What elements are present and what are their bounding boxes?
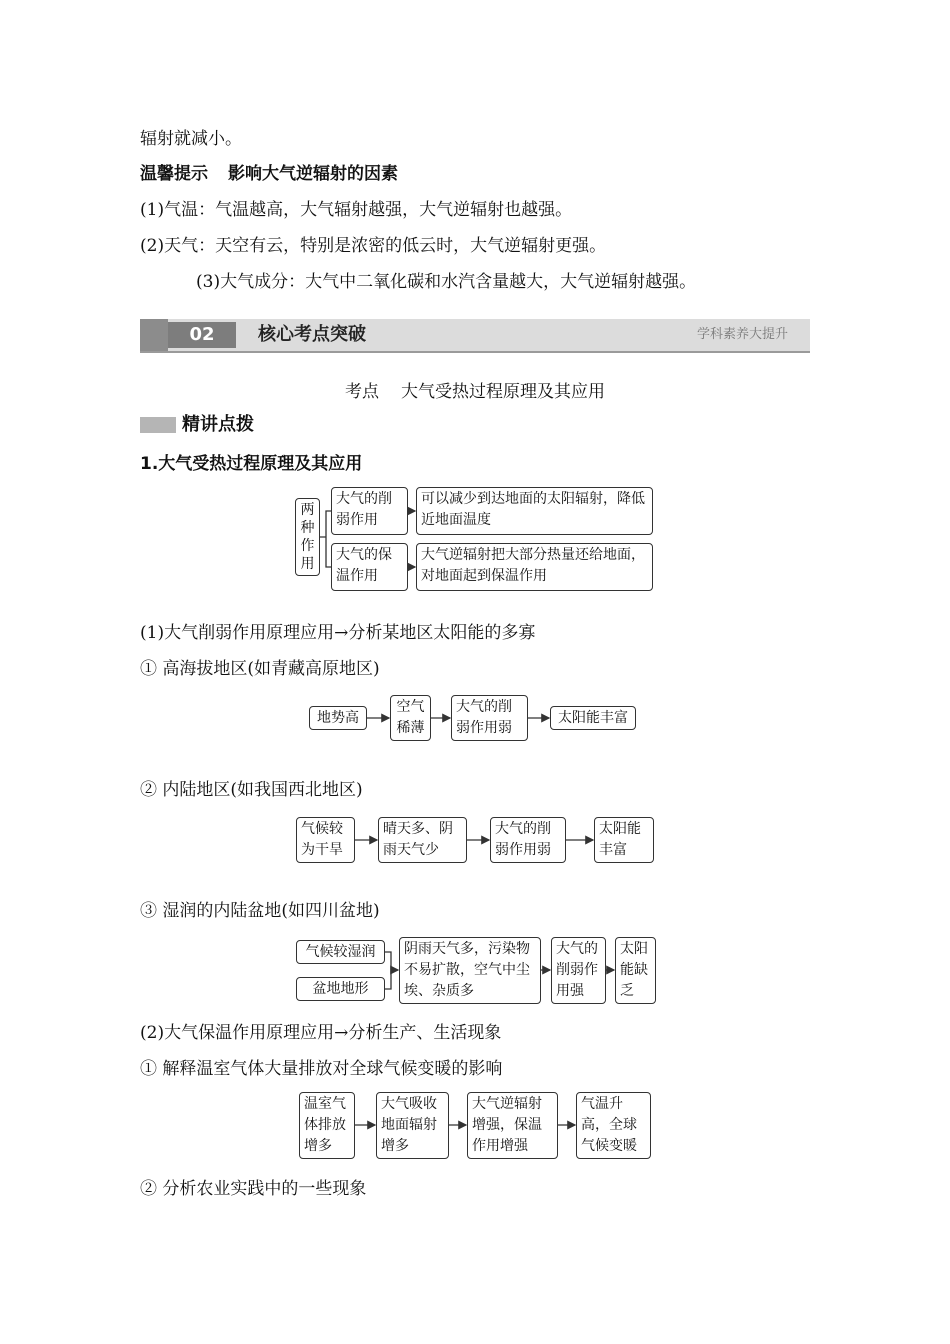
diagram1-branch-1-desc: 可以减少到达地面的太阳辐射，降低近地面温度 bbox=[416, 487, 653, 535]
diagram1-root: 两种作用 bbox=[295, 498, 320, 576]
section-number: 02 bbox=[168, 322, 236, 348]
tip-item-1: (1)气温：气温越高，大气辐射越强，大气逆辐射也越强。 bbox=[140, 200, 573, 220]
section-title: 核心考点突破 bbox=[258, 324, 366, 345]
case3-step-1: 阴雨天气多，污染物不易扩散，空气中尘埃、杂质多 bbox=[399, 937, 541, 1004]
tip-heading bbox=[140, 162, 398, 186]
case3-step-2: 大气的削弱作用强 bbox=[551, 937, 606, 1004]
case4-step-4: 气温升高，全球气候变暖 bbox=[576, 1092, 651, 1159]
case2-title: ② 内陆地区(如我国西北地区) bbox=[140, 780, 363, 800]
subhead-marker bbox=[140, 417, 176, 433]
case1-step-2: 空气稀薄 bbox=[390, 695, 431, 741]
section-subtitle: 学科素养大提升 bbox=[696, 327, 788, 342]
kaodian-label: 考点 bbox=[345, 382, 379, 402]
jingjiang-heading: 精讲点拨 bbox=[182, 414, 254, 435]
case4-step-3: 大气逆辐射增强，保温作用增强 bbox=[467, 1092, 558, 1159]
case1-step-1: 地势高 bbox=[309, 706, 367, 730]
tip-item-3: (3)大气成分：大气中二氧化碳和水汽含量越大，大气逆辐射越强。 bbox=[196, 272, 697, 292]
diagram1-branch-1-name: 大气的削弱作用 bbox=[331, 487, 408, 535]
case2-step-3: 大气的削弱作用弱 bbox=[490, 817, 566, 863]
case3-step-3: 太阳能缺乏 bbox=[615, 937, 656, 1004]
diagram1-branch-2-desc: 大气逆辐射把大部分热量还给地面，对地面起到保温作用 bbox=[416, 543, 653, 591]
case4-title: ① 解释温室气体大量排放对全球气候变暖的影响 bbox=[140, 1059, 503, 1079]
paragraph-1: (1)大气削弱作用原理应用→分析某地区太阳能的多寡 bbox=[140, 623, 536, 643]
case1-step-4: 太阳能丰富 bbox=[550, 706, 636, 730]
case5-title: ② 分析农业实践中的一些现象 bbox=[140, 1179, 367, 1199]
case2-step-4: 太阳能丰富 bbox=[594, 817, 654, 863]
case3-input-2: 盆地地形 bbox=[296, 977, 385, 1001]
intro-line: 辐射就减小。 bbox=[140, 129, 242, 149]
tip-item-2: (2)天气：天空有云，特别是浓密的低云时，大气逆辐射更强。 bbox=[140, 236, 607, 256]
paragraph-2: (2)大气保温作用原理应用→分析生产、生活现象 bbox=[140, 1023, 502, 1043]
section-header-bar bbox=[140, 319, 810, 353]
case3-title: ③ 湿润的内陆盆地(如四川盆地) bbox=[140, 901, 380, 921]
case3-merge bbox=[385, 952, 391, 989]
tip-title: 温馨提示 bbox=[140, 164, 208, 184]
case2-step-2: 晴天多、阴雨天气少 bbox=[378, 817, 467, 863]
diagram1-branch-2-name: 大气的保温作用 bbox=[331, 543, 408, 591]
kaodian-heading bbox=[0, 380, 950, 404]
section-bar-accent bbox=[140, 319, 168, 351]
tip-subject: 影响大气逆辐射的因素 bbox=[228, 164, 398, 184]
kaodian-title: 大气受热过程原理及其应用 bbox=[401, 382, 605, 402]
case4-step-1: 温室气体排放增多 bbox=[299, 1092, 355, 1159]
case3-input-1: 气候较湿润 bbox=[296, 940, 385, 964]
case2-step-1: 气候较为干旱 bbox=[296, 817, 355, 863]
heading-1: 1.大气受热过程原理及其应用 bbox=[140, 454, 363, 474]
diagram1-bracket bbox=[320, 511, 331, 567]
case4-step-2: 大气吸收地面辐射增多 bbox=[376, 1092, 449, 1159]
case1-title: ① 高海拔地区(如青藏高原地区) bbox=[140, 659, 380, 679]
case1-step-3: 大气的削弱作用弱 bbox=[451, 695, 528, 741]
